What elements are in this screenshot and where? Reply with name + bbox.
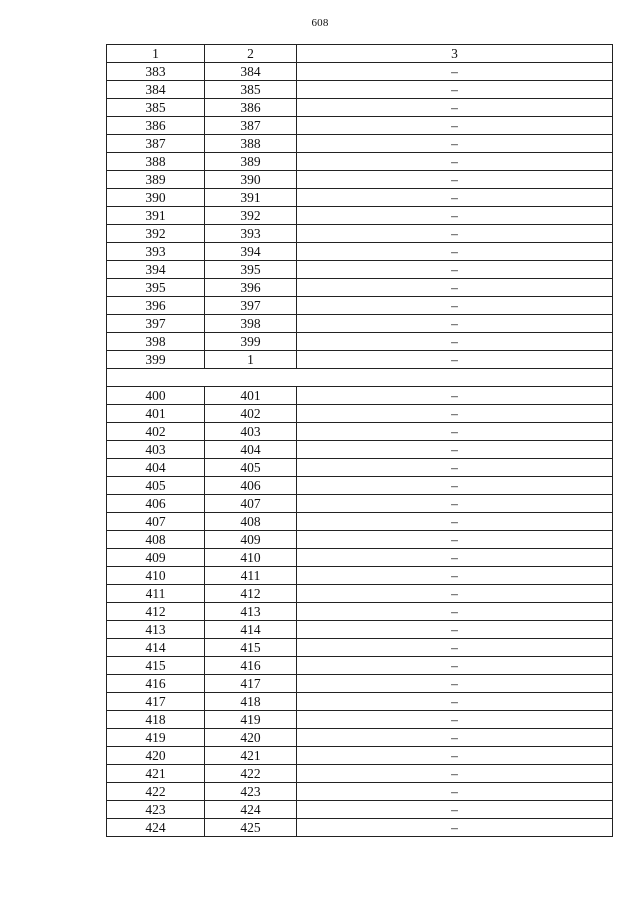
section-separator-row <box>107 369 613 387</box>
table-cell-col-3: – <box>297 315 613 333</box>
table-row <box>107 297 613 315</box>
table-cell-col-1: 394 <box>107 261 205 279</box>
table-row <box>107 243 613 261</box>
table-row <box>107 405 613 423</box>
table-cell-col-2: 406 <box>205 477 297 495</box>
table-cell-col-1: 406 <box>107 495 205 513</box>
table-row <box>107 711 613 729</box>
table-row <box>107 261 613 279</box>
table-cell-col-3: – <box>297 333 613 351</box>
table-row <box>107 621 613 639</box>
table-cell-col-1: 383 <box>107 63 205 81</box>
table-row <box>107 117 613 135</box>
section-separator-cell <box>107 369 613 387</box>
table-cell-col-1: 400 <box>107 387 205 405</box>
table-cell-col-2: 415 <box>205 639 297 657</box>
table-cell-col-1: 384 <box>107 81 205 99</box>
table-cell-col-1: 412 <box>107 603 205 621</box>
table-row <box>107 783 613 801</box>
table-cell-col-1: 404 <box>107 459 205 477</box>
table-cell-col-1: 418 <box>107 711 205 729</box>
table-cell-col-1: 413 <box>107 621 205 639</box>
table-cell-col-2: 413 <box>205 603 297 621</box>
table-row <box>107 693 613 711</box>
table-cell-col-2: 424 <box>205 801 297 819</box>
table-row <box>107 459 613 477</box>
table-cell-col-2: 416 <box>205 657 297 675</box>
table-cell-col-1: 417 <box>107 693 205 711</box>
table-cell-col-2: 408 <box>205 513 297 531</box>
table-cell-col-3: – <box>297 135 613 153</box>
table-row <box>107 99 613 117</box>
table-row <box>107 675 613 693</box>
table-cell-col-3: – <box>297 297 613 315</box>
table-cell-col-3: – <box>297 81 613 99</box>
table-cell-col-1: 389 <box>107 171 205 189</box>
page-number: 608 <box>311 17 329 29</box>
table-cell-col-3: – <box>297 567 613 585</box>
table-cell-col-1: 421 <box>107 765 205 783</box>
table-cell-col-2: 397 <box>205 297 297 315</box>
header-row <box>107 45 613 63</box>
table-cell-col-1: 388 <box>107 153 205 171</box>
table-cell-col-2: 386 <box>205 99 297 117</box>
table-cell-col-1: 396 <box>107 297 205 315</box>
table-cell-col-2: 402 <box>205 405 297 423</box>
table-cell-col-2: 417 <box>205 675 297 693</box>
table-cell-col-3: – <box>297 585 613 603</box>
table-row <box>107 315 613 333</box>
table-cell-col-3: – <box>297 63 613 81</box>
table-cell-col-2: 385 <box>205 81 297 99</box>
table-cell-col-2: 384 <box>205 63 297 81</box>
table-cell-col-1: 399 <box>107 351 205 369</box>
column-header-3: 3 <box>297 45 613 63</box>
table-cell-col-3: – <box>297 495 613 513</box>
table-cell-col-3: – <box>297 387 613 405</box>
table-cell-col-2: 407 <box>205 495 297 513</box>
table-cell-col-2: 421 <box>205 747 297 765</box>
table-cell-col-3: – <box>297 693 613 711</box>
table-cell-col-3: – <box>297 423 613 441</box>
table-row <box>107 531 613 549</box>
table-cell-col-2: 425 <box>205 819 297 837</box>
table-cell-col-2: 410 <box>205 549 297 567</box>
table-cell-col-3: – <box>297 279 613 297</box>
table-cell-col-3: – <box>297 513 613 531</box>
table-row <box>107 747 613 765</box>
table-cell-col-1: 392 <box>107 225 205 243</box>
table-cell-col-3: – <box>297 459 613 477</box>
table-cell-col-1: 422 <box>107 783 205 801</box>
table-cell-col-1: 414 <box>107 639 205 657</box>
table-cell-col-3: – <box>297 531 613 549</box>
table-row <box>107 729 613 747</box>
table-row <box>107 387 613 405</box>
table-cell-col-3: – <box>297 153 613 171</box>
table-cell-col-1: 416 <box>107 675 205 693</box>
table-cell-col-1: 397 <box>107 315 205 333</box>
table-cell-col-3: – <box>297 207 613 225</box>
table-cell-col-2: 395 <box>205 261 297 279</box>
table-cell-col-3: – <box>297 603 613 621</box>
table-cell-col-3: – <box>297 189 613 207</box>
table-row <box>107 333 613 351</box>
table-row <box>107 819 613 837</box>
table-cell-col-2: 411 <box>205 567 297 585</box>
table-cell-col-3: – <box>297 351 613 369</box>
table-cell-col-3: – <box>297 117 613 135</box>
table-cell-col-2: 391 <box>205 189 297 207</box>
table-cell-col-3: – <box>297 639 613 657</box>
table-cell-col-3: – <box>297 747 613 765</box>
table-cell-col-3: – <box>297 675 613 693</box>
table-cell-col-3: – <box>297 621 613 639</box>
table-cell-col-3: – <box>297 801 613 819</box>
table-row <box>107 423 613 441</box>
table-cell-col-1: 391 <box>107 207 205 225</box>
table-cell-col-3: – <box>297 657 613 675</box>
table-cell-col-1: 423 <box>107 801 205 819</box>
table-cell-col-1: 385 <box>107 99 205 117</box>
table-cell-col-1: 408 <box>107 531 205 549</box>
table-cell-col-2: 412 <box>205 585 297 603</box>
table-cell-col-2: 390 <box>205 171 297 189</box>
table-cell-col-2: 419 <box>205 711 297 729</box>
table-cell-col-2: 1 <box>205 351 297 369</box>
table-row <box>107 171 613 189</box>
table-row <box>107 81 613 99</box>
column-header-2: 2 <box>205 45 297 63</box>
table-cell-col-2: 396 <box>205 279 297 297</box>
table-cell-col-1: 390 <box>107 189 205 207</box>
table-cell-col-2: 394 <box>205 243 297 261</box>
table-cell-col-3: – <box>297 405 613 423</box>
table-row <box>107 207 613 225</box>
table-cell-col-2: 387 <box>205 117 297 135</box>
table-body <box>107 63 613 837</box>
table-cell-col-2: 418 <box>205 693 297 711</box>
table-row <box>107 441 613 459</box>
table-cell-col-1: 424 <box>107 819 205 837</box>
table-row <box>107 495 613 513</box>
table-row <box>107 477 613 495</box>
table-cell-col-2: 414 <box>205 621 297 639</box>
table-cell-col-1: 402 <box>107 423 205 441</box>
table-row <box>107 189 613 207</box>
table-cell-col-2: 404 <box>205 441 297 459</box>
table-cell-col-2: 422 <box>205 765 297 783</box>
table-cell-col-3: – <box>297 477 613 495</box>
table-cell-col-3: – <box>297 711 613 729</box>
table-cell-col-1: 409 <box>107 549 205 567</box>
table-cell-col-3: – <box>297 729 613 747</box>
table-cell-col-1: 419 <box>107 729 205 747</box>
table-row <box>107 567 613 585</box>
table-cell-col-1: 387 <box>107 135 205 153</box>
table-cell-col-3: – <box>297 819 613 837</box>
table-row <box>107 765 613 783</box>
table-row <box>107 225 613 243</box>
table-cell-col-1: 405 <box>107 477 205 495</box>
table-row <box>107 63 613 81</box>
table-row <box>107 135 613 153</box>
table-cell-col-1: 415 <box>107 657 205 675</box>
table-header <box>107 45 613 63</box>
table-cell-col-1: 410 <box>107 567 205 585</box>
table-row <box>107 153 613 171</box>
table-cell-col-3: – <box>297 243 613 261</box>
table-cell-col-1: 420 <box>107 747 205 765</box>
table-row <box>107 585 613 603</box>
table-cell-col-2: 420 <box>205 729 297 747</box>
table-cell-col-3: – <box>297 441 613 459</box>
table-row <box>107 801 613 819</box>
table-cell-col-3: – <box>297 783 613 801</box>
table-cell-col-2: 392 <box>205 207 297 225</box>
table-cell-col-1: 401 <box>107 405 205 423</box>
table-cell-col-2: 388 <box>205 135 297 153</box>
table-cell-col-2: 398 <box>205 315 297 333</box>
table-cell-col-1: 411 <box>107 585 205 603</box>
column-header-1: 1 <box>107 45 205 63</box>
table-cell-col-2: 405 <box>205 459 297 477</box>
table-cell-col-1: 403 <box>107 441 205 459</box>
table-cell-col-2: 403 <box>205 423 297 441</box>
table-cell-col-3: – <box>297 99 613 117</box>
table-row <box>107 513 613 531</box>
table-cell-col-1: 393 <box>107 243 205 261</box>
table-cell-col-3: – <box>297 171 613 189</box>
table-cell-col-1: 407 <box>107 513 205 531</box>
table-row <box>107 639 613 657</box>
table-row <box>107 279 613 297</box>
table-row <box>107 351 613 369</box>
table-cell-col-2: 401 <box>205 387 297 405</box>
table-cell-col-3: – <box>297 225 613 243</box>
table-cell-col-2: 399 <box>205 333 297 351</box>
table-cell-col-1: 386 <box>107 117 205 135</box>
table-cell-col-2: 409 <box>205 531 297 549</box>
table-cell-col-3: – <box>297 261 613 279</box>
table-cell-col-3: – <box>297 765 613 783</box>
table-cell-col-2: 389 <box>205 153 297 171</box>
table-row <box>107 549 613 567</box>
table-cell-col-2: 393 <box>205 225 297 243</box>
table-cell-col-1: 395 <box>107 279 205 297</box>
data-table <box>106 44 613 837</box>
table-row <box>107 657 613 675</box>
table-cell-col-3: – <box>297 549 613 567</box>
table-row <box>107 603 613 621</box>
table-cell-col-2: 423 <box>205 783 297 801</box>
table-cell-col-1: 398 <box>107 333 205 351</box>
